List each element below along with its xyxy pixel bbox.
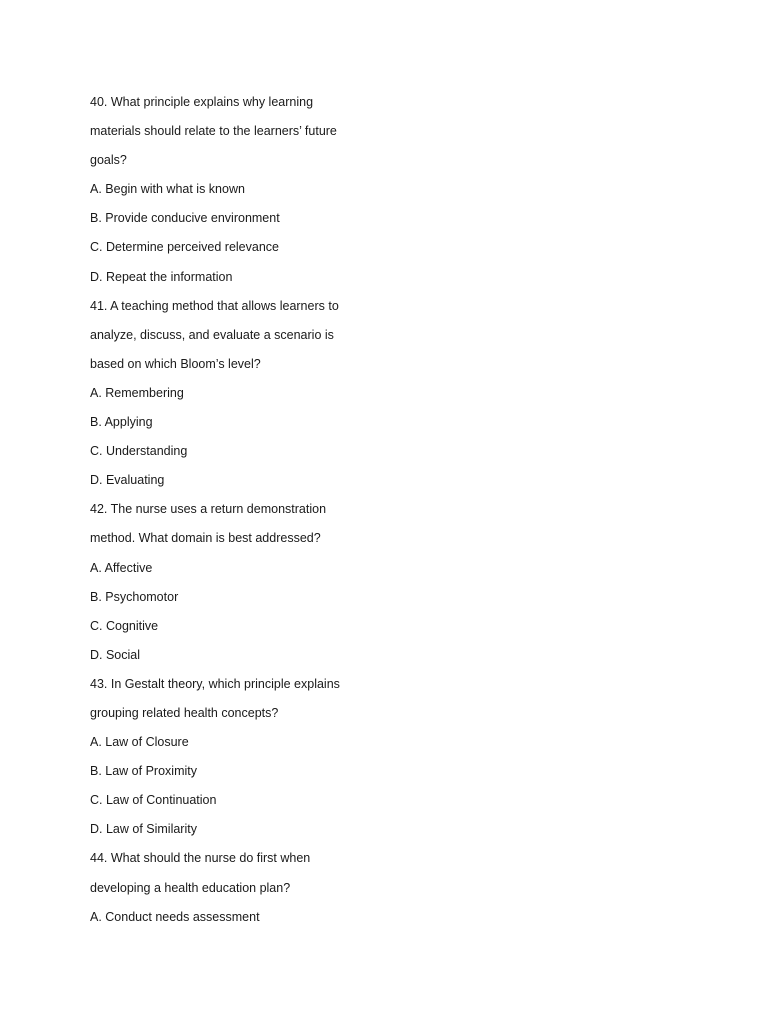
- question-text: method. What domain is best addressed?: [90, 531, 321, 546]
- question-43: [90, 670, 690, 845]
- question-text: developing a health education plan?: [90, 880, 291, 895]
- answer-option: C. Cognitive: [90, 618, 159, 633]
- answer-option: B. Psychomotor: [90, 589, 179, 604]
- answer-option: A. Law of Closure: [90, 735, 189, 750]
- answer-option: A. Affective: [90, 560, 153, 575]
- question-42: [90, 495, 690, 670]
- answer-option: A. Begin with what is known: [90, 182, 245, 197]
- answer-option: B. Applying: [90, 415, 153, 430]
- answer-option: C. Law of Continuation: [90, 793, 217, 808]
- answer-option: B. Provide conducive environment: [90, 211, 280, 226]
- answer-option: D. Repeat the information: [90, 269, 233, 284]
- answer-option: D. Evaluating: [90, 473, 165, 488]
- question-text: 40. What principle explains why learning: [90, 95, 314, 109]
- question-text: grouping related health concepts?: [90, 705, 279, 720]
- question-41: [90, 292, 690, 496]
- question-text: 41. A teaching method that allows learners to: [90, 298, 339, 313]
- question-text: 42. The nurse uses a return demonstration: [90, 502, 327, 517]
- document-page: [90, 88, 690, 932]
- question-text: based on which Bloom’s level?: [90, 356, 261, 371]
- question-44: [90, 844, 690, 931]
- question-40: [90, 88, 690, 292]
- answer-option: C. Understanding: [90, 444, 188, 459]
- answer-option: C. Determine perceived relevance: [90, 240, 279, 255]
- answer-option: D. Social: [90, 647, 141, 662]
- question-text: materials should relate to the learners’ future: [90, 124, 337, 139]
- question-text: analyze, discuss, and evaluate a scenario is: [90, 327, 334, 342]
- question-text: 43. In Gestalt theory, which principle explains: [90, 676, 340, 691]
- question-text: 44. What should the nurse do first when: [90, 851, 311, 866]
- answer-option: B. Law of Proximity: [90, 764, 197, 779]
- question-text: goals?: [90, 153, 127, 168]
- answer-option: A. Remembering: [90, 385, 184, 400]
- answer-option: D. Law of Similarity: [90, 822, 197, 837]
- answer-option: A. Conduct needs assessment: [90, 909, 260, 924]
